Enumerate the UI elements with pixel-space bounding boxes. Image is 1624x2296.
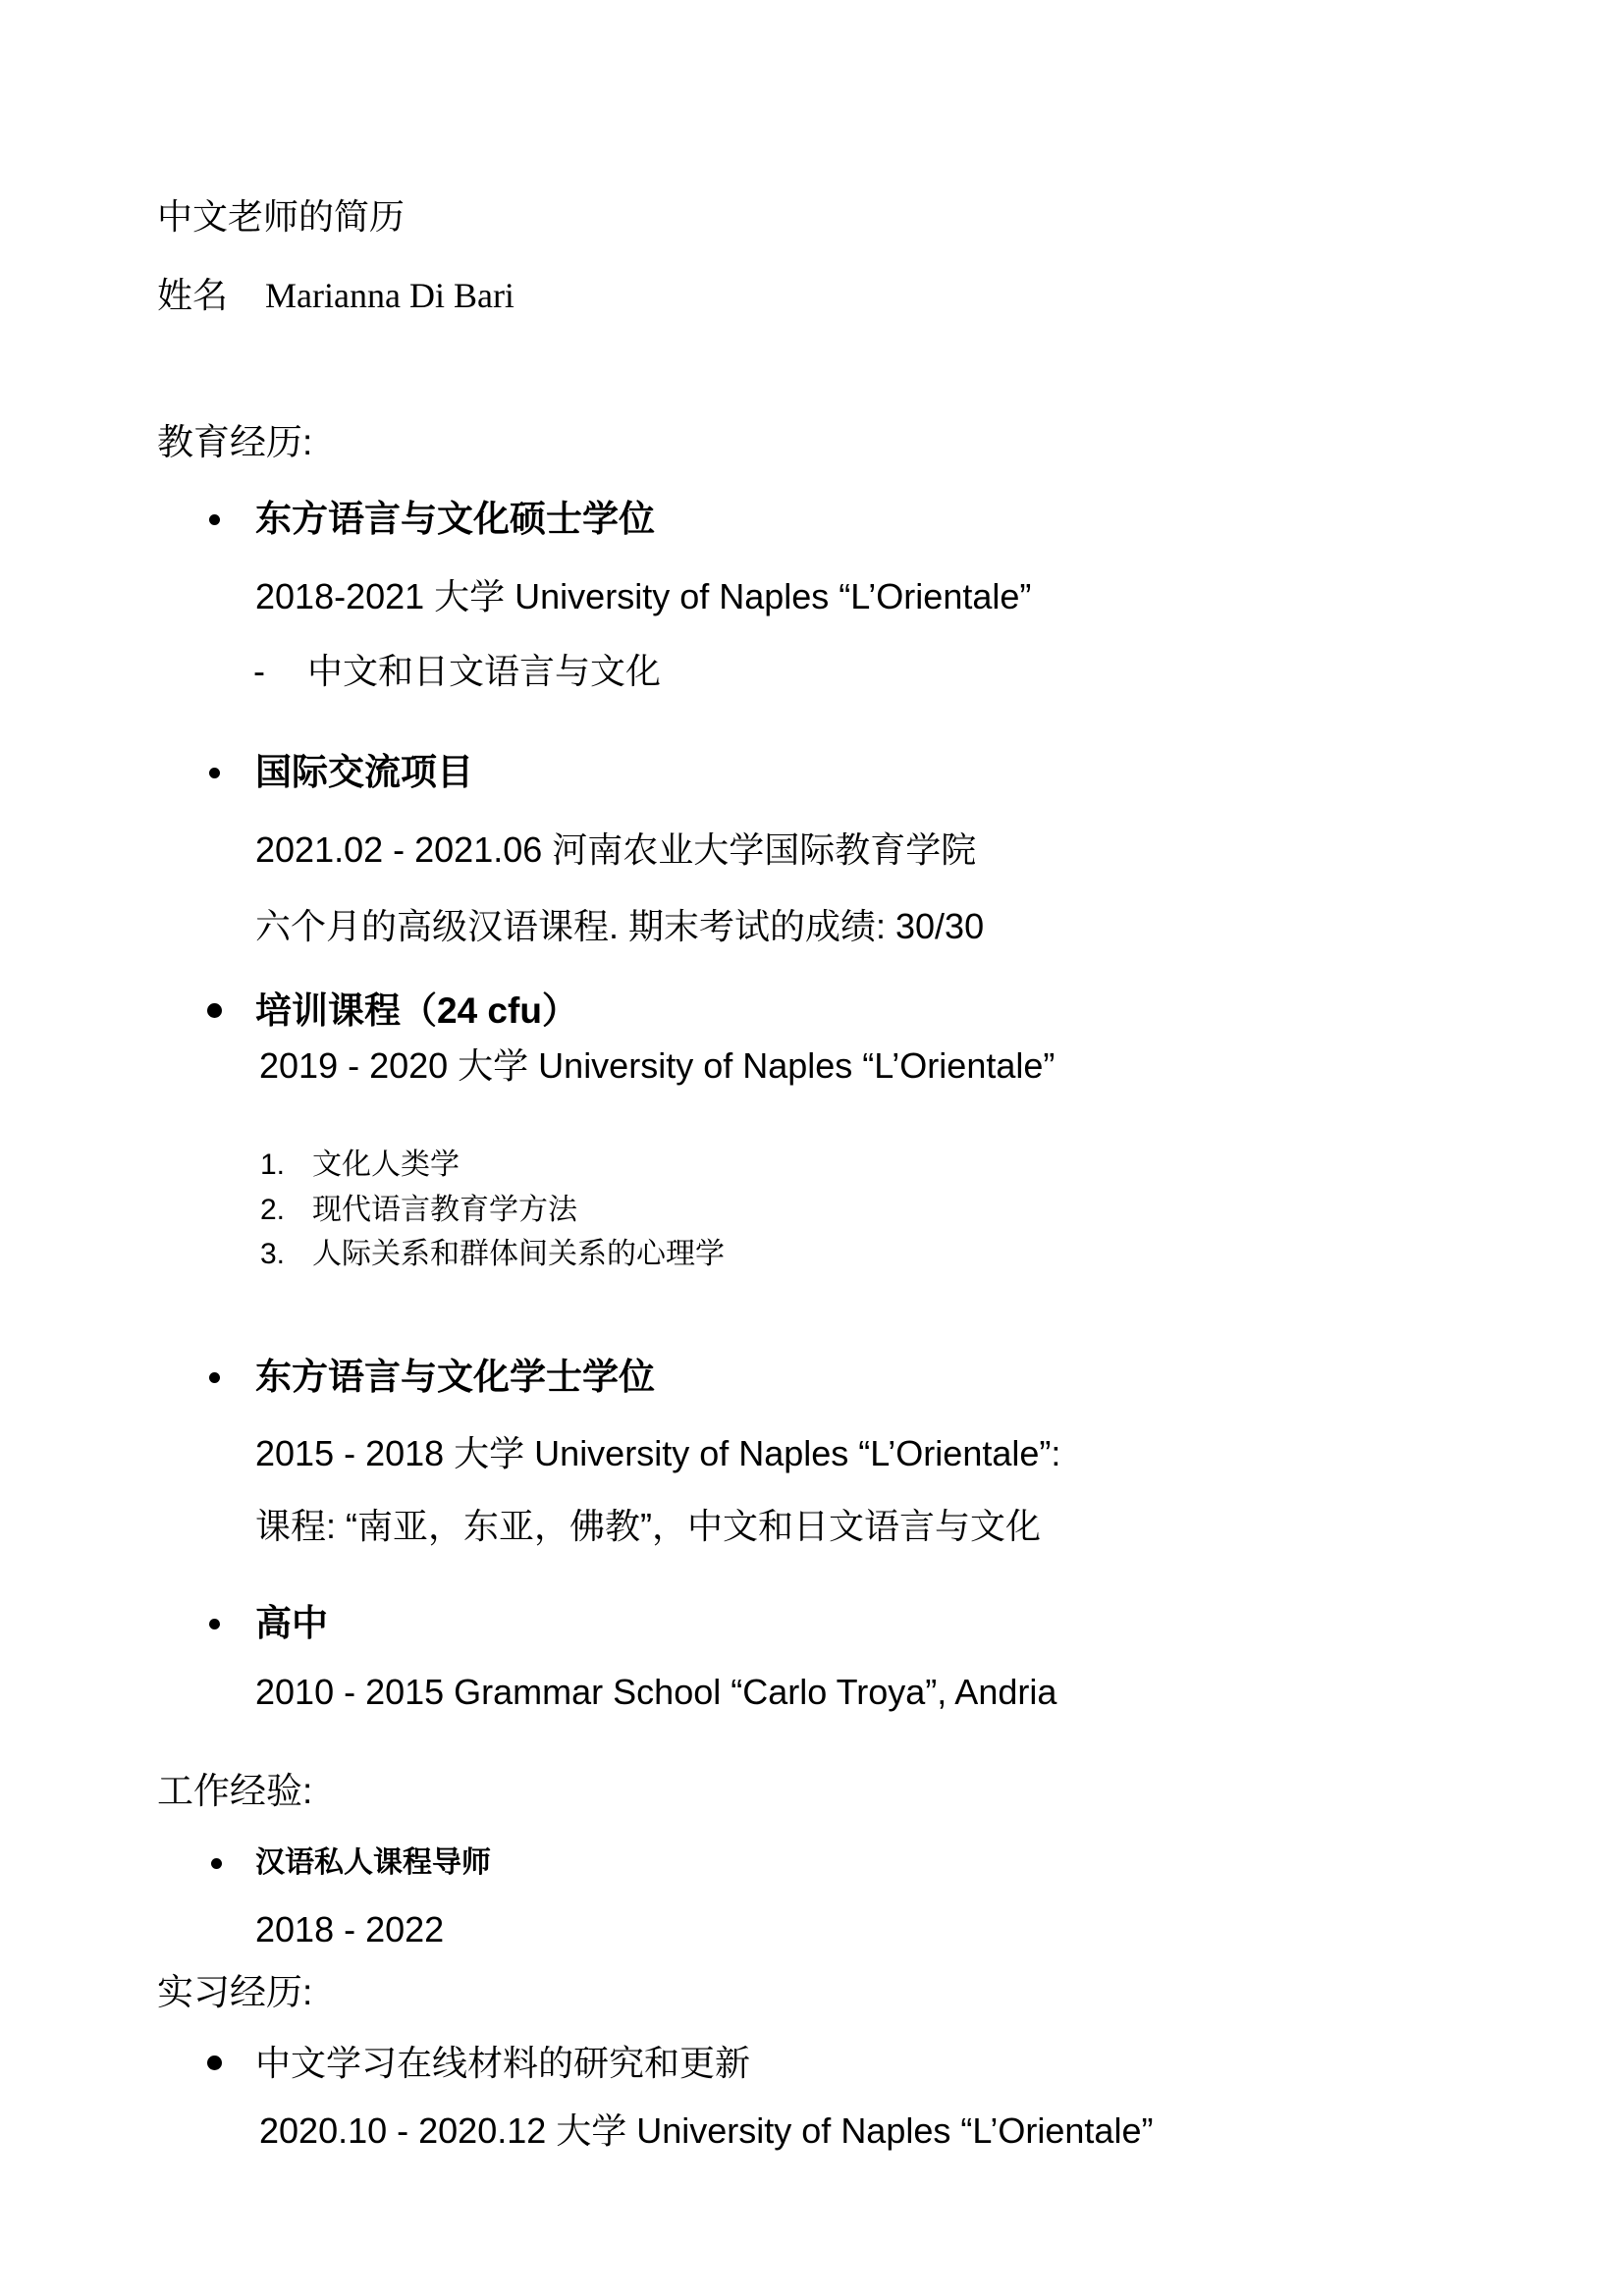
bullet-icon [209,1619,220,1629]
work-item-years: 2018 - 2022 [255,1909,445,1949]
bullet-icon [211,1858,222,1869]
training-title: 培训课程（24 cfu） [255,990,578,1031]
internship-heading: 实习经历: [157,1972,313,2012]
bullet-icon [207,1003,222,1018]
list-item-number: 3. [260,1238,286,1270]
highschool-line: 2010 - 2015 Grammar School “Carlo Troya”, Andria [255,1672,1057,1712]
exchange-line: 2021.02 - 2021.06 河南农业大学国际教育学院 [255,829,977,870]
list-item: 人际关系和群体间关系的心理学 [312,1238,725,1270]
bachelor-title: 东方语言与文化学士学位 [255,1357,655,1397]
bullet-icon [209,514,220,525]
master-detail: 中文和日文语言与文化 [307,651,662,691]
bullet-icon [207,2056,222,2070]
internship-item-title: 中文学习在线材料的研究和更新 [255,2043,751,2083]
list-item: 现代语言教育学方法 [312,1194,577,1226]
master-title: 东方语言与文化硕士学位 [255,499,655,539]
resume-title: 中文老师的简历 [157,197,406,237]
bachelor-detail: 课程: “南亚，东亚，佛教”，中文和日文语言与文化 [255,1506,1041,1546]
highschool-title: 高中 [255,1603,328,1643]
exchange-title: 国际交流项目 [255,752,473,792]
master-dash: - [253,651,265,691]
list-item-number: 2. [260,1194,286,1226]
bachelor-line: 2015 - 2018 大学 University of Naples “L’Orientale”: [255,1433,1061,1473]
internship-item-line: 2020.10 - 2020.12 大学 University of Naples “L’Orientale” [259,2110,1154,2151]
master-line: 2018-2021 大学 University of Naples “L’Orientale” [255,576,1032,616]
bullet-icon [209,768,220,778]
training-line: 2019 - 2020 大学 University of Naples “L’Orientale” [259,1045,1056,1086]
education-heading: 教育经历: [157,422,313,462]
exchange-detail: 六个月的高级汉语课程. 期末考试的成绩: 30/30 [255,906,985,946]
name-row [157,278,514,313]
name-label: 姓名 [157,276,229,315]
list-item-number: 1. [260,1148,286,1181]
work-heading: 工作经验: [157,1771,313,1811]
work-item-title: 汉语私人课程导师 [255,1846,491,1879]
bullet-icon [209,1372,220,1383]
list-item: 文化人类学 [312,1148,460,1181]
name-value: Marianna Di Bari [265,276,514,315]
